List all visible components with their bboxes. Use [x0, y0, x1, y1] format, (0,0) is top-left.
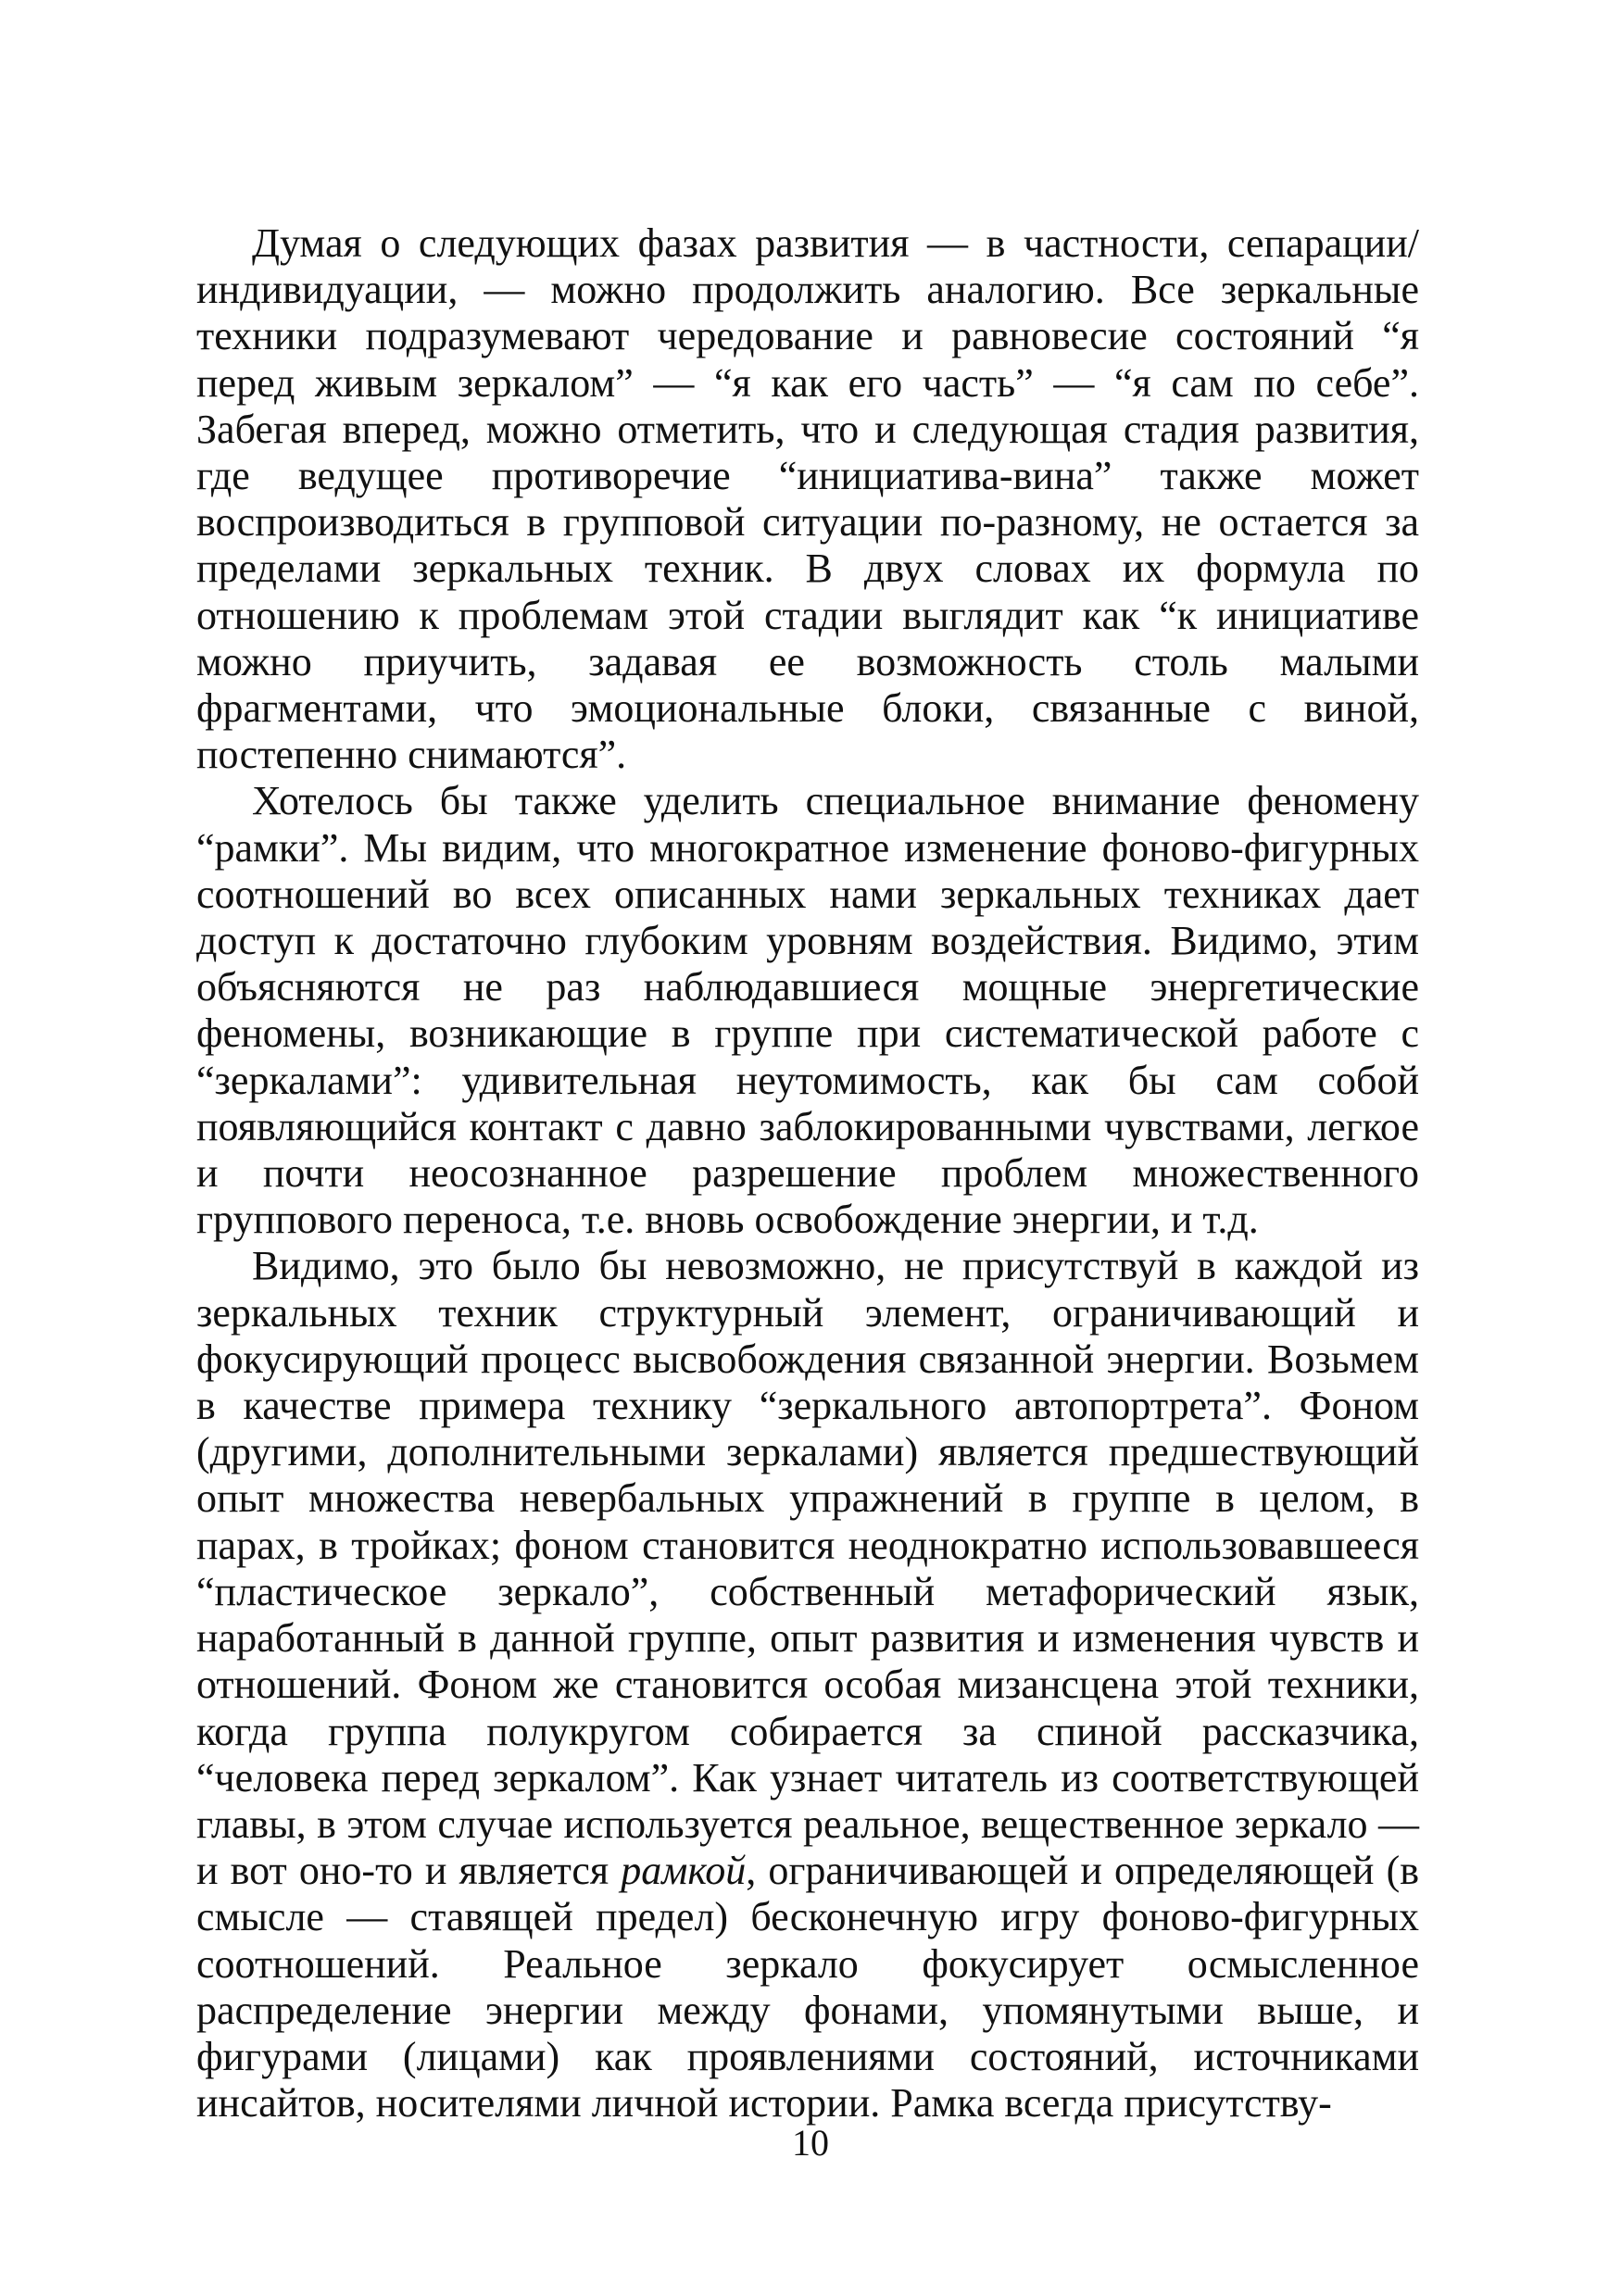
paragraph-2-text: Хотелось бы также уделить специальное внимание феномену “рамки”. Мы видим, что многократное изменение фоново-фигурных соотношений во всех описанных нами зеркальных техниках дает доступ к достаточно глубоким уровням воздействия. Видимо, этим объясняются не раз наблюдавшиеся мощные энергетические феномены, возникающие в группе при систематической работе с “зеркалами”: удивительная неутомимость, как бы сам собой появляющийся контакт с давно заблокированными чувствами, легкое и почти неосознанное разрешение проблем множественного группового переноса, т.е. вновь освобождение энергии, и т.д. — [196, 778, 1419, 1243]
emphasized-word: рамкой — [621, 1848, 747, 1894]
page-number: 10 — [792, 2122, 829, 2164]
paragraph-1-text: Думая о следующих фазах развития — в частности, сепарации/ индивидуации, — можно продолжить аналогию. Все зеркальные техники подразумевают чередование и равновесие состояний “я перед живым зеркалом” — “я как его часть” — “я сам по себе”. Забегая вперед, можно отметить, что и следующая стадия развития, где ведущее противоречие “инициатива-вина” также может воспроизводиться в групповой ситуации по-разному, не остается за пределами зеркальных техник. В двух словах их формула по отношению к проблемам этой стадии выглядит как “к инициативе можно приучить, задавая ее возможность столь малыми фрагментами, что эмоциональные блоки, связанные с виной, постепенно снимаются”. — [196, 220, 1419, 778]
body-text — [196, 220, 1419, 2127]
paragraph-3-text-a: Видимо, это было бы невозможно, не присутствуй в каждой из зеркальных техник структурный элемент, ограничивающий и фокусирующий процесс высвобождения связанной энергии. Возьмем в качестве примера технику “зеркального автопортрета”. Фоном (другими, дополнительными зеркалами) является предшествующий опыт множества невербальных упражнений в группе в целом, в парах, в тройках; фоном становится неоднократно использовавшееся “пластическое зеркало”, собственный метафорический язык, наработанный в данной группе, опыт развития и изменения чувств и отношений. Фоном же становится особая мизансцена этой техники, когда группа полукругом собирается за спиной рассказчика, “человека перед зеркалом”. Как узнает читатель из соответствующей главы, в этом случае используется реальное, вещественное зеркало — и вот оно-то и является — [196, 1243, 1419, 1894]
paragraph-3-text-b: , ограничивающей и определяющей (в смысле — ставящей предел) бесконечную игру фоново-фигурных соотношений. Реальное зеркало фокусирует осмысленное распределение энергии между фонами, упомянутыми выше, и фигурами (лицами) как проявлениями состояний, источниками инсайтов, носителями личной истории. Рамка всегда присутству- — [196, 1848, 1419, 2127]
paragraph-2 — [196, 778, 1419, 1243]
paragraph-3 — [196, 1243, 1419, 2127]
paragraph-1 — [196, 220, 1419, 778]
